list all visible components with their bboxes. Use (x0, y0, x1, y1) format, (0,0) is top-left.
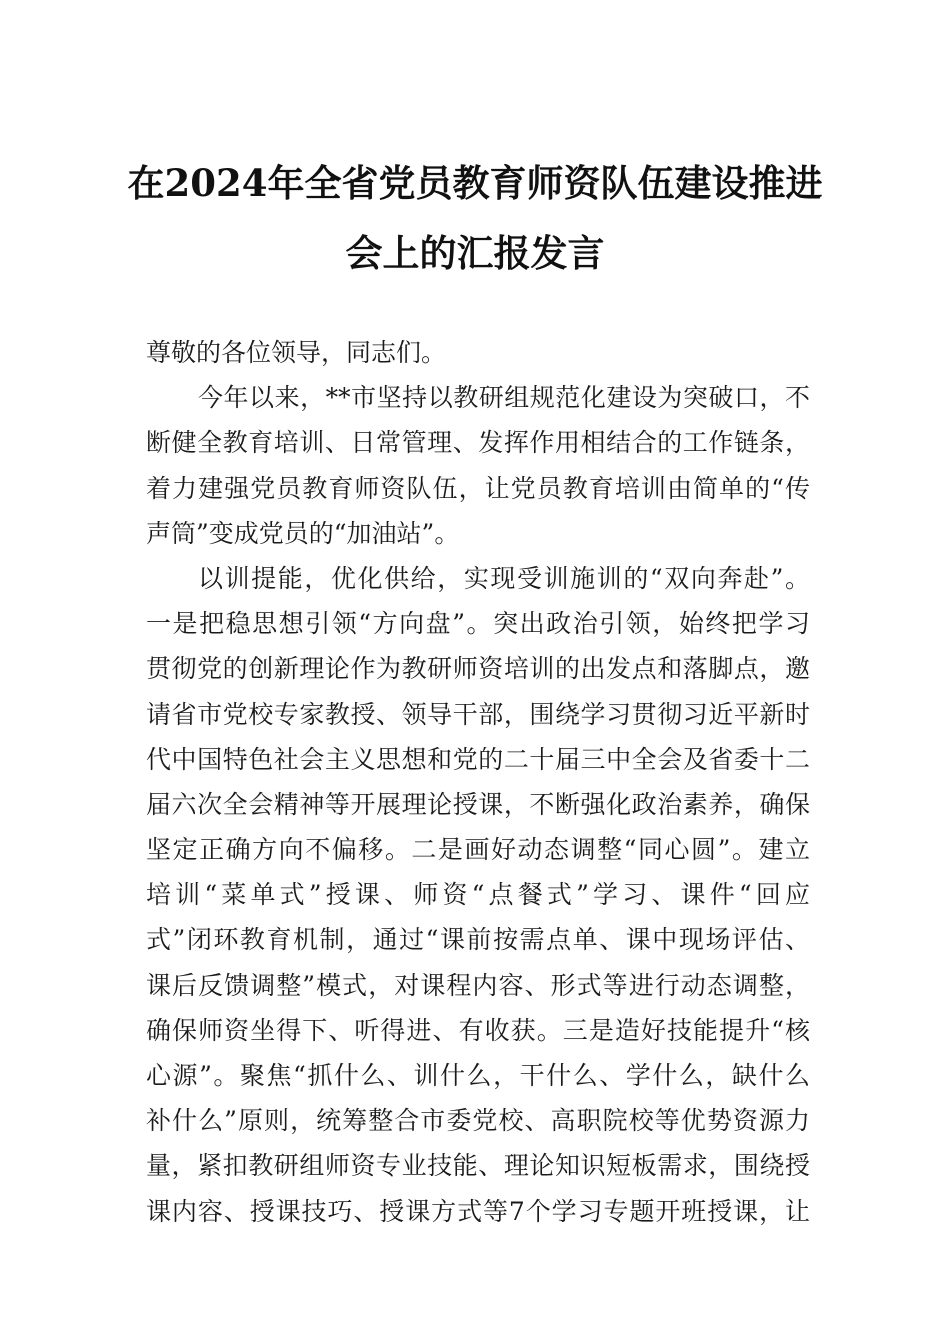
body-line: 着力建强党员教育师资队伍，让党员教育培训由简单的“传 (146, 473, 810, 503)
body-line: 式”闭环教育机制，通过“课前按需点单、课中现场评估、 (146, 925, 810, 955)
body-line: 今年以来，**市坚持以教研组规范化建设为突破口，不 (198, 383, 810, 413)
document-title-line-2: 会上的汇报发言 (345, 231, 605, 275)
body-line: 贯彻党的创新理论作为教研师资培训的出发点和落脚点，邀 (146, 654, 810, 684)
body-line: 补什么”原则，统筹整合市委党校、高职院校等优势资源力 (146, 1106, 810, 1136)
document-title-line-1: 在2024年全省党员教育师资队伍建设推进 (127, 161, 823, 205)
body-line: 届六次全会精神等开展理论授课，不断强化政治素养，确保 (146, 789, 810, 819)
body-line: 量，紧扣教研组师资专业技能、理论知识短板需求，围绕授 (146, 1151, 810, 1181)
body-line: 代中国特色社会主义思想和党的二十届三中全会及省委十二 (146, 744, 810, 774)
body-line: 课后反馈调整”模式，对课程内容、形式等进行动态调整， (146, 970, 810, 1000)
document-body (146, 330, 810, 1234)
body-line: 以训提能，优化供给，实现受训施训的“双向奔赴”。 (198, 563, 810, 593)
body-line: 课内容、授课技巧、授课方式等7个学习专题开班授课，让 (146, 1196, 810, 1226)
body-line: 心源”。聚焦“抓什么、训什么，干什么、学什么，缺什么 (146, 1061, 810, 1090)
body-line: 声筒”变成党员的“加油站”。 (146, 518, 460, 548)
body-line: 坚定正确方向不偏移。二是画好动态调整“同心圆”。建立 (146, 835, 810, 865)
body-line: 断健全教育培训、日常管理、发挥作用相结合的工作链条， (146, 428, 810, 458)
body-line: 培训“菜单式”授课、师资“点餐式”学习、课件“回应 (146, 880, 810, 910)
body-line: 一是把稳思想引领“方向盘”。突出政治引领，始终把学习 (146, 609, 810, 639)
body-line: 尊敬的各位领导，同志们。 (146, 338, 447, 367)
body-line: 确保师资坐得下、听得进、有收获。三是造好技能提升“核 (146, 1015, 810, 1045)
body-line: 请省市党校专家教授、领导干部，围绕学习贯彻习近平新时 (146, 699, 810, 729)
